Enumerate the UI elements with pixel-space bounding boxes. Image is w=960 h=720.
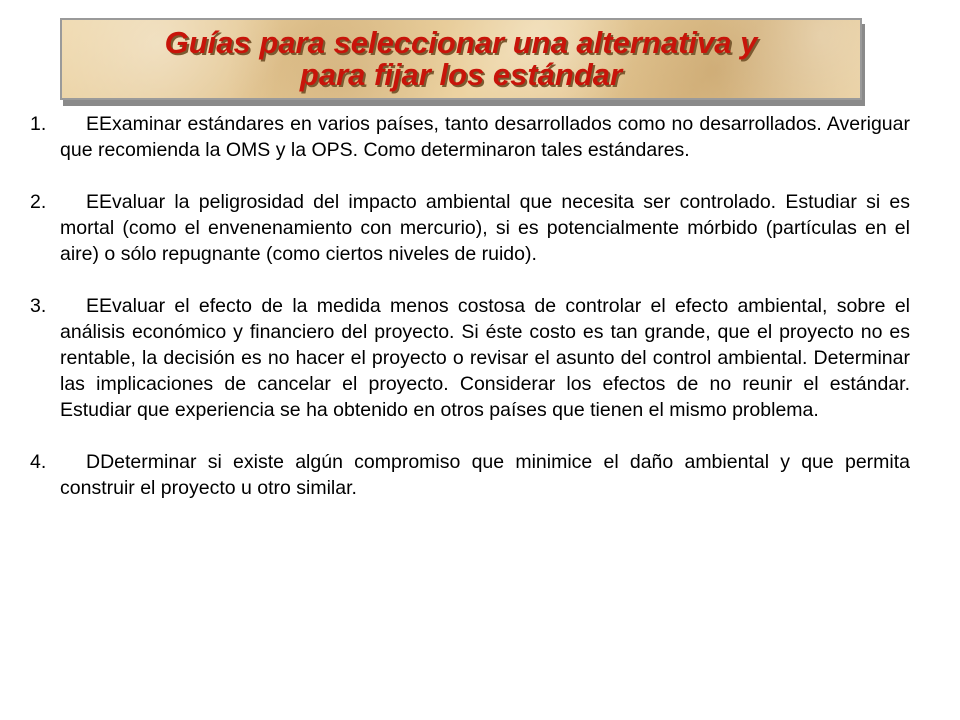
list-item [30,111,910,163]
title-line-2: para fijar los estándar [299,57,623,92]
title-banner [60,18,862,100]
title-line-1: Guías para seleccionar una alternativa y [164,25,758,60]
item-number: 1. [30,113,47,135]
list-item [30,293,910,423]
item-text: EEvaluar la peligrosidad del impacto ambiental que necesita ser controlado. Estudiar si es mortal (como el envenenamiento con mercurio), si es potencialmente mórbido (partículas en el aire) o sólo repugnante (como ciertos niveles de ruido). [60,191,910,265]
item-text: EEvaluar el efecto de la medida menos costosa de controlar el efecto ambiental, sobre el análisis económico y financiero del proyecto. Si éste costo es tan grande, que el proyecto no es rentable, la decisión es no hacer el proyecto o revisar el asunto del control ambiental. Determinar las implicaciones de cancelar el proyecto. Considerar los efectos de no reunir el estándar. Estudiar que experiencia se ha obtenido en otros países que tienen el mismo problema. [60,295,910,421]
item-number: 3. [30,295,47,317]
list-item [30,189,910,267]
list-item [30,449,910,501]
item-number: 4. [30,451,47,473]
item-text: EExaminar estándares en varios países, tanto desarrollados como no desarrollados. Averiguar que recomienda la OMS y la OPS. Como determinaron tales estándares. [60,113,910,161]
item-number: 2. [30,191,47,213]
guidelines-list [30,111,910,527]
item-text: DDeterminar si existe algún compromiso que minimice el daño ambiental y que permita construir el proyecto u otro similar. [60,451,910,499]
